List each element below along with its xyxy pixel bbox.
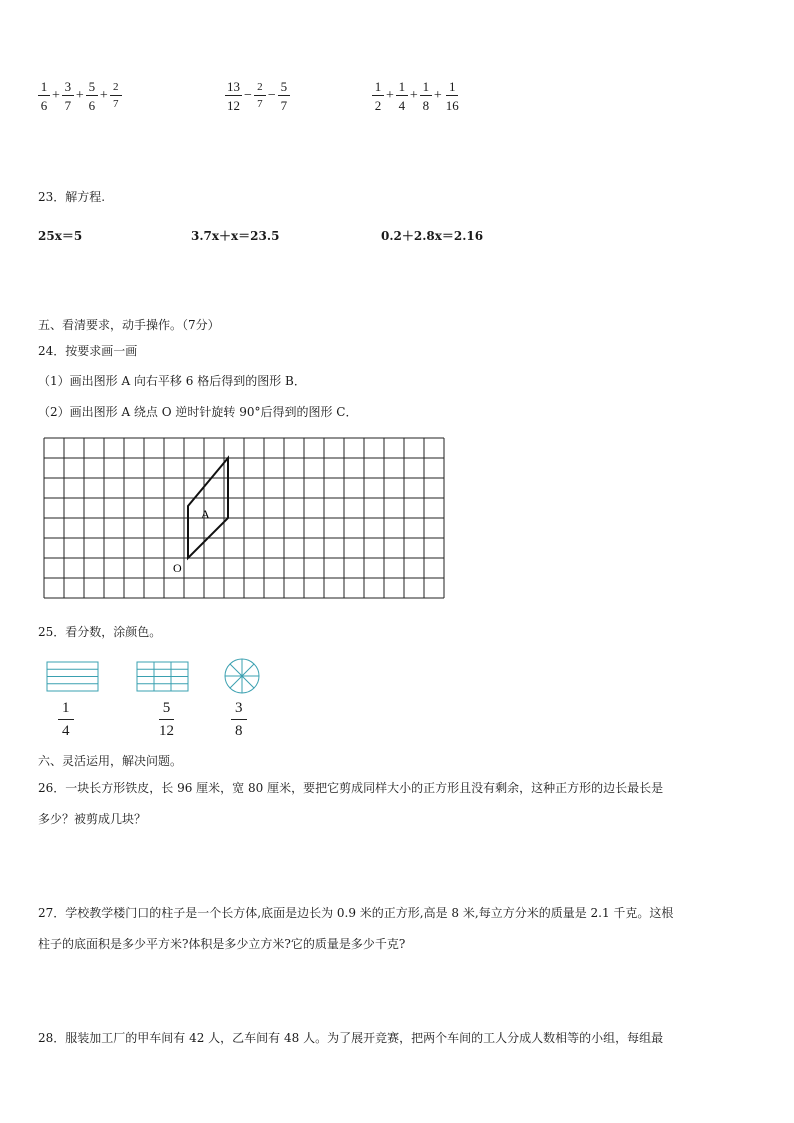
section-6-title: 六、灵活运用，解决问题。 — [38, 754, 183, 768]
expression-2 — [224, 80, 291, 112]
expression-1 — [37, 80, 123, 112]
label-o: O — [173, 561, 182, 575]
q24-part-2: （2）画出图形 A 绕点 O 逆时针旋转 90°后得到的图形 C． — [38, 405, 358, 419]
operator: + — [433, 88, 442, 103]
q26-line-2: 多少？被剪成几块？ — [38, 812, 147, 826]
q25-title: 25．看分数，涂颜色。 — [38, 625, 162, 639]
fraction: $\frac{5}{6}$ — [86, 80, 98, 112]
operator: + — [409, 88, 418, 103]
fraction: $\frac{2}{7}$ — [254, 82, 266, 110]
q24-title: 24．按要求画一画 — [38, 344, 138, 358]
rect-quarters — [46, 661, 100, 693]
fraction: $\frac{1}{6}$ — [38, 80, 50, 112]
q23-equation-3: 0.2＋2.8x＝2.16 — [381, 229, 484, 243]
fraction: $\frac{3}{7}$ — [62, 80, 74, 112]
operator: + — [52, 88, 60, 103]
fraction: $\frac{1}{4}$ — [396, 80, 408, 112]
operator: + — [75, 88, 84, 103]
q23-equation-2: 3.7x＋x＝23.5 — [191, 229, 280, 243]
operator: − — [267, 88, 276, 103]
section-5-title: 五、看清要求，动手操作。（7分） — [38, 318, 220, 332]
fraction-label-3: $\frac{3}{8}$ — [231, 701, 247, 739]
fraction-label-2: $\frac{5}{12}$ — [159, 700, 174, 739]
fraction: $\frac{13}{12}$ — [227, 79, 240, 113]
q23-equation-1: 25x＝5 — [38, 229, 83, 243]
circle-eighths — [223, 657, 261, 695]
q23-title: 23．解方程. — [38, 190, 106, 204]
fraction: $\frac{1}{8}$ — [420, 80, 432, 112]
rect-twelfths — [136, 661, 190, 693]
fraction: $\frac{1}{2}$ — [372, 80, 384, 112]
operator: + — [386, 88, 394, 103]
q27-line-2: 柱子的底面积是多少平方米?体积是多少立方米?它的质量是多少千克? — [38, 937, 406, 951]
q26-line-1: 26．一块长方形铁皮，长 96 厘米，宽 80 厘米，要把它剪成同样大小的正方形且没有剩余，这种正方形的边长最长是 — [38, 781, 664, 795]
q24-part-1: （1）画出图形 A 向右平移 6 格后得到的图形 B． — [38, 374, 306, 388]
q24-grid — [40, 434, 450, 610]
operator: − — [244, 88, 252, 103]
label-a: A — [201, 507, 210, 521]
fraction-label-1: $\frac{1}{4}$ — [58, 701, 74, 739]
fraction: $\frac{2}{7}$ — [110, 82, 122, 110]
q28-line-1: 28．服装加工厂的甲车间有 42 人，乙车间有 48 人。为了展开竞赛，把两个车间的工人分成人数相等的小组，每组最 — [38, 1031, 664, 1045]
fraction: $\frac{5}{7}$ — [278, 80, 290, 112]
operator: + — [99, 88, 108, 103]
q27-line-1: 27．学校教学楼门口的柱子是一个长方体,底面是边长为 0.9 米的正方形,高是 8 米,每立方分米的质量是 2.1 千克。这根 — [38, 906, 674, 920]
expression-3 — [371, 80, 462, 112]
fraction: $\frac{1}{16}$ — [445, 79, 459, 113]
